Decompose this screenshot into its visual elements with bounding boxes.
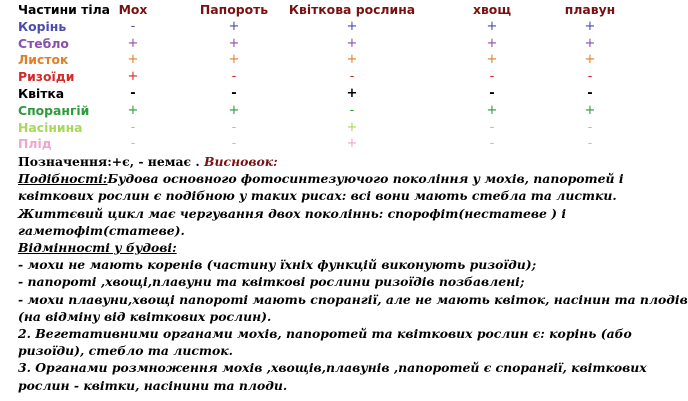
point-3-line-2: рослин - квітки, насінини та плоди.: [18, 377, 288, 393]
row-label: Ризоїди: [18, 69, 75, 85]
header-body-parts: Частини тіла: [18, 2, 111, 17]
row-label: Квітка: [18, 85, 65, 101]
lifecycle-line-1: Життєвий цикл має чергування двох поколіннь: спорофіт(нестатеве ) і: [18, 205, 567, 221]
similarities-line-1: Подібності:Будова основного фотосинтезуючого покоління у мохів, папоротей і: [18, 171, 624, 187]
legend-text: Позначення:+є, - немає .: [18, 154, 200, 169]
difference-item-2: - папороті ,хвощі,плавуни та квіткові рослини ризоїдів позбавлені;: [18, 274, 525, 290]
legend-line: [18, 153, 686, 170]
difference-item-3-line-1: - мохи плавуни,хвощі папороті мають спорангії, але не мають квіток, насінин та плодів: [18, 291, 688, 307]
similarities-line-2: квіткових рослин є подібною у таких рисах: всі вони мають стебла та листки.: [18, 188, 617, 204]
differences-label: Відмінності у будові:: [18, 240, 177, 256]
point-3-line-1: 3. Органами розмноження мохів ,хвощів,плавунів ,папоротей є спорангії, квіткових: [18, 360, 647, 376]
row-label: Листок: [18, 52, 69, 68]
point-2-line-1: 2. Вегетативними органами мохів, папоротей та квіткових рослин є: корінь (або: [18, 326, 632, 342]
difference-item-3-line-2: (на відміну від квіткових рослин).: [18, 308, 272, 324]
similarities-label: Подібності:: [18, 171, 108, 187]
point-2-line-2: ризоїди), стебло та листок.: [18, 343, 233, 359]
row-label: Спорангій: [18, 102, 90, 118]
lifecycle-line-2: гаметофіт(статеве).: [18, 222, 185, 238]
difference-item-1: - мохи не мають коренів (частину їхніх функцій виконують ризоїди);: [18, 257, 537, 273]
row-label: Насінина: [18, 119, 83, 135]
row-label: Стебло: [18, 35, 69, 51]
conclusion-label: Висновок:: [204, 154, 278, 169]
text-block: [18, 153, 686, 394]
row-label: Корінь: [18, 18, 67, 34]
row-label: Плід: [18, 136, 52, 152]
